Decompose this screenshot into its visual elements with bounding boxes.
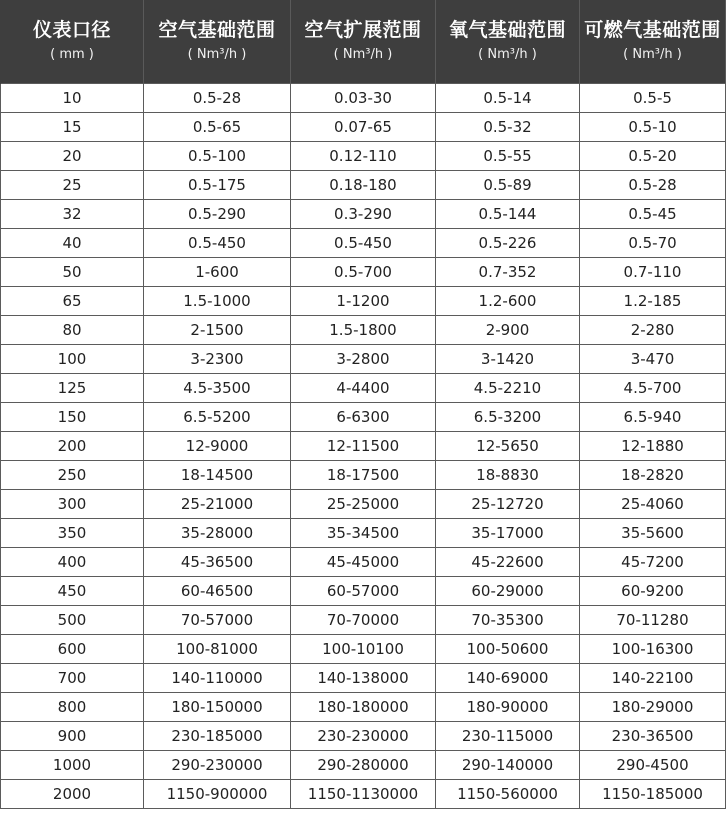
table-row <box>1 402 726 431</box>
cell-oxygen-basic-range: 35-17000 <box>436 518 580 547</box>
cell-oxygen-basic-range: 60-29000 <box>436 576 580 605</box>
cell-air-extended-range: 1-1200 <box>291 286 436 315</box>
cell-air-basic-range: 0.5-65 <box>144 112 291 141</box>
cell-meter-diameter: 125 <box>1 373 144 402</box>
cell-oxygen-basic-range: 70-35300 <box>436 605 580 634</box>
table-row <box>1 605 726 634</box>
cell-air-basic-range: 1150-900000 <box>144 779 291 808</box>
table-body <box>1 83 726 808</box>
table-row <box>1 779 726 808</box>
cell-air-extended-range: 0.5-450 <box>291 228 436 257</box>
cell-air-basic-range: 60-46500 <box>144 576 291 605</box>
cell-meter-diameter: 900 <box>1 721 144 750</box>
table-header <box>1 0 726 83</box>
cell-combustible-gas-basic-range: 0.7-110 <box>580 257 726 286</box>
cell-oxygen-basic-range: 0.5-14 <box>436 83 580 112</box>
cell-oxygen-basic-range: 6.5-3200 <box>436 402 580 431</box>
table-row <box>1 170 726 199</box>
cell-meter-diameter: 40 <box>1 228 144 257</box>
cell-oxygen-basic-range: 290-140000 <box>436 750 580 779</box>
table-row <box>1 141 726 170</box>
cell-oxygen-basic-range: 0.5-55 <box>436 141 580 170</box>
cell-meter-diameter: 25 <box>1 170 144 199</box>
cell-meter-diameter: 400 <box>1 547 144 576</box>
table-row <box>1 315 726 344</box>
header-title: 可燃气基础范围 <box>584 19 721 42</box>
cell-meter-diameter: 700 <box>1 663 144 692</box>
cell-oxygen-basic-range: 3-1420 <box>436 344 580 373</box>
table-row <box>1 750 726 779</box>
cell-combustible-gas-basic-range: 6.5-940 <box>580 402 726 431</box>
cell-air-extended-range: 290-280000 <box>291 750 436 779</box>
cell-air-extended-range: 1.5-1800 <box>291 315 436 344</box>
cell-meter-diameter: 150 <box>1 402 144 431</box>
cell-air-extended-range: 100-10100 <box>291 634 436 663</box>
cell-air-basic-range: 2-1500 <box>144 315 291 344</box>
cell-air-extended-range: 70-70000 <box>291 605 436 634</box>
cell-meter-diameter: 100 <box>1 344 144 373</box>
cell-meter-diameter: 350 <box>1 518 144 547</box>
cell-combustible-gas-basic-range: 0.5-45 <box>580 199 726 228</box>
cell-air-extended-range: 0.07-65 <box>291 112 436 141</box>
cell-combustible-gas-basic-range: 100-16300 <box>580 634 726 663</box>
table-row <box>1 257 726 286</box>
cell-meter-diameter: 32 <box>1 199 144 228</box>
cell-combustible-gas-basic-range: 0.5-20 <box>580 141 726 170</box>
cell-air-basic-range: 290-230000 <box>144 750 291 779</box>
header-unit: ( Nm³/h ) <box>333 47 393 63</box>
cell-combustible-gas-basic-range: 70-11280 <box>580 605 726 634</box>
cell-combustible-gas-basic-range: 180-29000 <box>580 692 726 721</box>
cell-air-basic-range: 12-9000 <box>144 431 291 460</box>
cell-meter-diameter: 20 <box>1 141 144 170</box>
cell-air-extended-range: 18-17500 <box>291 460 436 489</box>
header-cell-meter-diameter <box>1 0 144 83</box>
header-unit: ( Nm³/h ) <box>187 47 247 63</box>
cell-oxygen-basic-range: 4.5-2210 <box>436 373 580 402</box>
cell-air-extended-range: 0.18-180 <box>291 170 436 199</box>
cell-meter-diameter: 450 <box>1 576 144 605</box>
header-cell-air-basic-range <box>144 0 291 83</box>
header-title: 空气基础范围 <box>158 19 276 42</box>
cell-air-extended-range: 60-57000 <box>291 576 436 605</box>
cell-air-basic-range: 3-2300 <box>144 344 291 373</box>
table-row <box>1 199 726 228</box>
cell-air-extended-range: 45-45000 <box>291 547 436 576</box>
header-unit: ( Nm³/h ) <box>478 47 537 63</box>
cell-air-basic-range: 25-21000 <box>144 489 291 518</box>
cell-combustible-gas-basic-range: 18-2820 <box>580 460 726 489</box>
cell-meter-diameter: 250 <box>1 460 144 489</box>
table-row <box>1 547 726 576</box>
cell-air-basic-range: 1-600 <box>144 257 291 286</box>
cell-oxygen-basic-range: 100-50600 <box>436 634 580 663</box>
cell-combustible-gas-basic-range: 290-4500 <box>580 750 726 779</box>
cell-oxygen-basic-range: 0.5-226 <box>436 228 580 257</box>
cell-air-extended-range: 3-2800 <box>291 344 436 373</box>
cell-oxygen-basic-range: 2-900 <box>436 315 580 344</box>
table-row <box>1 228 726 257</box>
cell-air-basic-range: 230-185000 <box>144 721 291 750</box>
cell-air-basic-range: 100-81000 <box>144 634 291 663</box>
table-row <box>1 634 726 663</box>
cell-meter-diameter: 2000 <box>1 779 144 808</box>
cell-oxygen-basic-range: 12-5650 <box>436 431 580 460</box>
cell-air-extended-range: 35-34500 <box>291 518 436 547</box>
cell-meter-diameter: 50 <box>1 257 144 286</box>
cell-combustible-gas-basic-range: 0.5-5 <box>580 83 726 112</box>
cell-air-extended-range: 0.03-30 <box>291 83 436 112</box>
cell-air-basic-range: 45-36500 <box>144 547 291 576</box>
cell-combustible-gas-basic-range: 35-5600 <box>580 518 726 547</box>
table-row <box>1 576 726 605</box>
table-row <box>1 460 726 489</box>
table-row <box>1 489 726 518</box>
cell-air-extended-range: 140-138000 <box>291 663 436 692</box>
cell-meter-diameter: 800 <box>1 692 144 721</box>
cell-combustible-gas-basic-range: 45-7200 <box>580 547 726 576</box>
cell-air-extended-range: 230-230000 <box>291 721 436 750</box>
header-title: 空气扩展范围 <box>304 19 422 42</box>
cell-air-extended-range: 4-4400 <box>291 373 436 402</box>
cell-air-basic-range: 140-110000 <box>144 663 291 692</box>
cell-air-basic-range: 35-28000 <box>144 518 291 547</box>
table-row <box>1 518 726 547</box>
cell-meter-diameter: 500 <box>1 605 144 634</box>
cell-meter-diameter: 80 <box>1 315 144 344</box>
cell-air-extended-range: 6-6300 <box>291 402 436 431</box>
cell-meter-diameter: 10 <box>1 83 144 112</box>
cell-meter-diameter: 1000 <box>1 750 144 779</box>
cell-combustible-gas-basic-range: 140-22100 <box>580 663 726 692</box>
cell-meter-diameter: 300 <box>1 489 144 518</box>
cell-oxygen-basic-range: 230-115000 <box>436 721 580 750</box>
cell-meter-diameter: 600 <box>1 634 144 663</box>
header-unit: ( mm ) <box>50 47 94 63</box>
cell-oxygen-basic-range: 140-69000 <box>436 663 580 692</box>
cell-oxygen-basic-range: 180-90000 <box>436 692 580 721</box>
table-row <box>1 663 726 692</box>
cell-oxygen-basic-range: 25-12720 <box>436 489 580 518</box>
cell-combustible-gas-basic-range: 1150-185000 <box>580 779 726 808</box>
cell-oxygen-basic-range: 45-22600 <box>436 547 580 576</box>
cell-air-extended-range: 180-180000 <box>291 692 436 721</box>
cell-meter-diameter: 15 <box>1 112 144 141</box>
table-row <box>1 721 726 750</box>
cell-air-extended-range: 12-11500 <box>291 431 436 460</box>
cell-combustible-gas-basic-range: 0.5-10 <box>580 112 726 141</box>
cell-air-basic-range: 0.5-28 <box>144 83 291 112</box>
cell-air-extended-range: 1150-1130000 <box>291 779 436 808</box>
cell-air-extended-range: 0.3-290 <box>291 199 436 228</box>
table-row <box>1 431 726 460</box>
cell-combustible-gas-basic-range: 25-4060 <box>580 489 726 518</box>
cell-air-basic-range: 0.5-450 <box>144 228 291 257</box>
cell-combustible-gas-basic-range: 3-470 <box>580 344 726 373</box>
table-row <box>1 83 726 112</box>
header-row <box>1 0 726 83</box>
table-row <box>1 692 726 721</box>
cell-oxygen-basic-range: 0.5-32 <box>436 112 580 141</box>
cell-combustible-gas-basic-range: 4.5-700 <box>580 373 726 402</box>
cell-oxygen-basic-range: 0.7-352 <box>436 257 580 286</box>
cell-oxygen-basic-range: 0.5-144 <box>436 199 580 228</box>
cell-air-basic-range: 6.5-5200 <box>144 402 291 431</box>
cell-air-basic-range: 1.5-1000 <box>144 286 291 315</box>
header-cell-combustible-gas-basic-range <box>580 0 726 83</box>
cell-oxygen-basic-range: 18-8830 <box>436 460 580 489</box>
cell-combustible-gas-basic-range: 2-280 <box>580 315 726 344</box>
cell-combustible-gas-basic-range: 230-36500 <box>580 721 726 750</box>
table-row <box>1 286 726 315</box>
cell-air-basic-range: 4.5-3500 <box>144 373 291 402</box>
cell-oxygen-basic-range: 1150-560000 <box>436 779 580 808</box>
header-cell-air-extended-range <box>291 0 436 83</box>
header-title: 仪表口径 <box>32 19 111 42</box>
table-row <box>1 112 726 141</box>
cell-meter-diameter: 65 <box>1 286 144 315</box>
cell-air-basic-range: 0.5-290 <box>144 199 291 228</box>
cell-air-basic-range: 18-14500 <box>144 460 291 489</box>
cell-meter-diameter: 200 <box>1 431 144 460</box>
cell-oxygen-basic-range: 1.2-600 <box>436 286 580 315</box>
cell-combustible-gas-basic-range: 12-1880 <box>580 431 726 460</box>
cell-air-extended-range: 25-25000 <box>291 489 436 518</box>
table-row <box>1 373 726 402</box>
cell-air-basic-range: 180-150000 <box>144 692 291 721</box>
cell-air-extended-range: 0.12-110 <box>291 141 436 170</box>
cell-oxygen-basic-range: 0.5-89 <box>436 170 580 199</box>
cell-combustible-gas-basic-range: 60-9200 <box>580 576 726 605</box>
header-unit: ( Nm³/h ) <box>623 47 682 63</box>
cell-combustible-gas-basic-range: 0.5-70 <box>580 228 726 257</box>
cell-air-basic-range: 70-57000 <box>144 605 291 634</box>
header-title: 氧气基础范围 <box>448 19 566 42</box>
table-row <box>1 344 726 373</box>
cell-air-basic-range: 0.5-175 <box>144 170 291 199</box>
cell-air-basic-range: 0.5-100 <box>144 141 291 170</box>
cell-air-extended-range: 0.5-700 <box>291 257 436 286</box>
cell-combustible-gas-basic-range: 1.2-185 <box>580 286 726 315</box>
cell-combustible-gas-basic-range: 0.5-28 <box>580 170 726 199</box>
header-cell-oxygen-basic-range <box>436 0 580 83</box>
